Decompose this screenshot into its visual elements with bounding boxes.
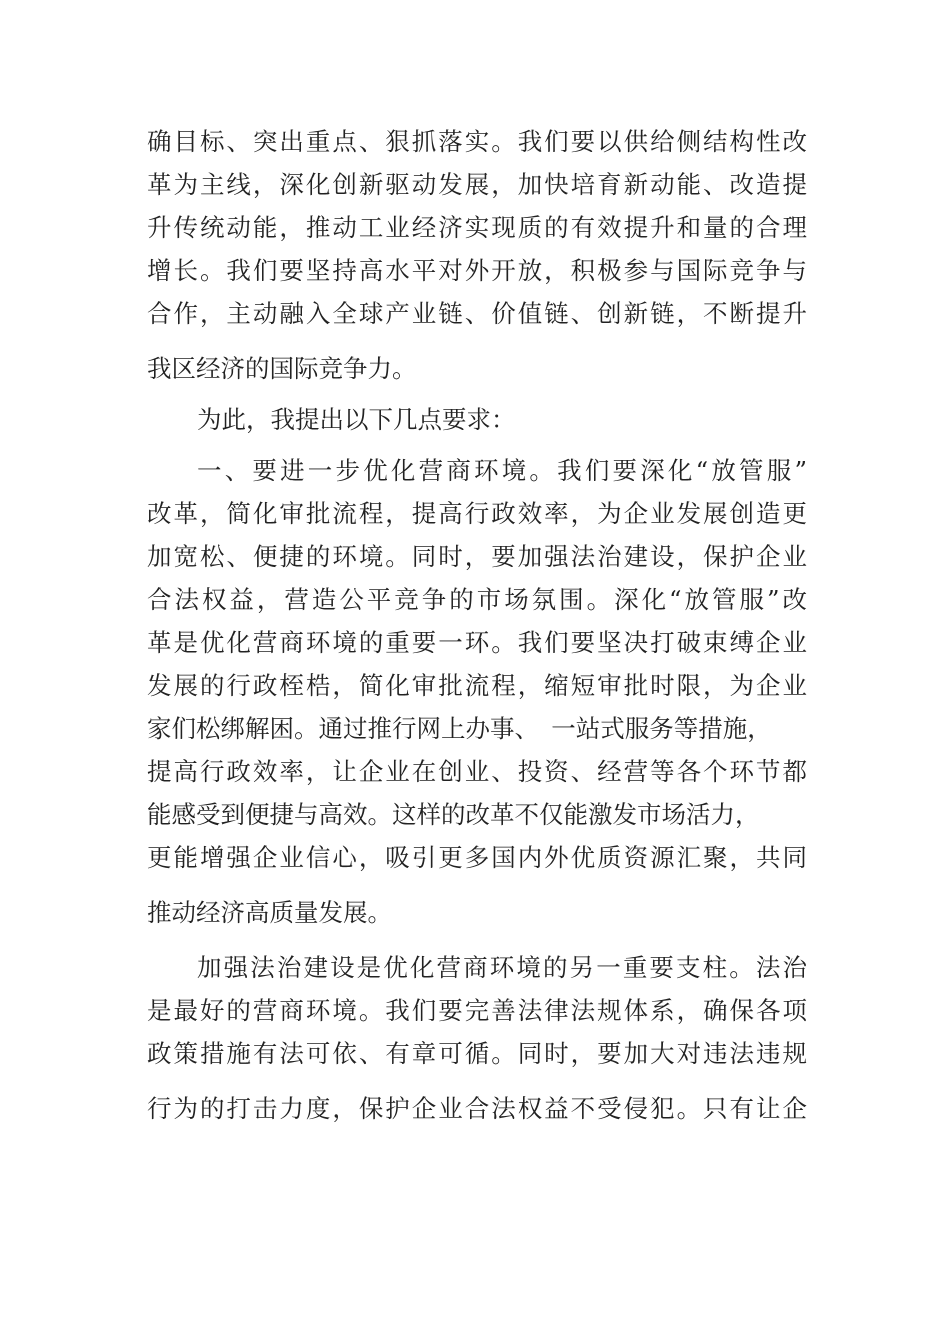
- text-line: 升传统动能，推动工业经济实现质的有效提升和量的合理: [147, 213, 807, 242]
- text-line: 确目标、突出重点、狠抓落实。我们要以供给侧结构性改: [147, 127, 807, 156]
- text-line: 合作，主动融入全球产业链、价值链、创新链，不断提升: [147, 299, 807, 328]
- text-line: 增长。我们要坚持高水平对外开放，积极参与国际竞争与: [147, 256, 807, 285]
- text-line: 发展的行政桎梏，简化审批流程，缩短审批时限，为企业: [147, 671, 807, 700]
- text-line: 革是优化营商环境的重要一环。我们要坚决打破束缚企业: [147, 628, 807, 657]
- text-line: 革为主线，深化创新驱动发展，加快培育新动能、改造提: [147, 170, 807, 199]
- text-line: 加强法治建设是优化营商环境的另一重要支柱。法治: [197, 953, 807, 982]
- text-line: 加宽松、便捷的环境。同时，要加强法治建设，保护企业: [147, 542, 807, 571]
- text-line: 政策措施有法可依、有章可循。同时，要加大对违法违规: [147, 1039, 807, 1068]
- text-line: 合法权益，营造公平竞争的市场氛围。深化“放管服”改: [147, 585, 807, 614]
- text-line: 更能增强企业信心，吸引更多国内外优质资源汇聚，共同: [147, 843, 807, 872]
- text-line: 为此，我提出以下几点要求：: [197, 405, 516, 434]
- text-line: 推动经济高质量发展。: [147, 898, 392, 927]
- text-line: 能感受到便捷与高效。这样的改革不仅能激发市场活力，: [147, 800, 760, 829]
- text-line: 行为的打击力度，保护企业合法权益不受侵犯。只有让企: [147, 1094, 807, 1123]
- text-line: 一、要进一步优化营商环境。我们要深化“放管服”: [197, 456, 807, 485]
- text-line: 我区经济的国际竞争力。: [147, 354, 417, 383]
- text-line: 提高行政效率，让企业在创业、投资、经营等各个环节都: [147, 757, 807, 786]
- text-line: 家们松绑解困。通过推行网上办事、 一站式服务等措施，: [147, 714, 772, 743]
- text-line: 改革，简化审批流程，提高行政效率，为企业发展创造更: [147, 499, 807, 528]
- text-line: 是最好的营商环境。我们要完善法律法规体系，确保各项: [147, 996, 807, 1025]
